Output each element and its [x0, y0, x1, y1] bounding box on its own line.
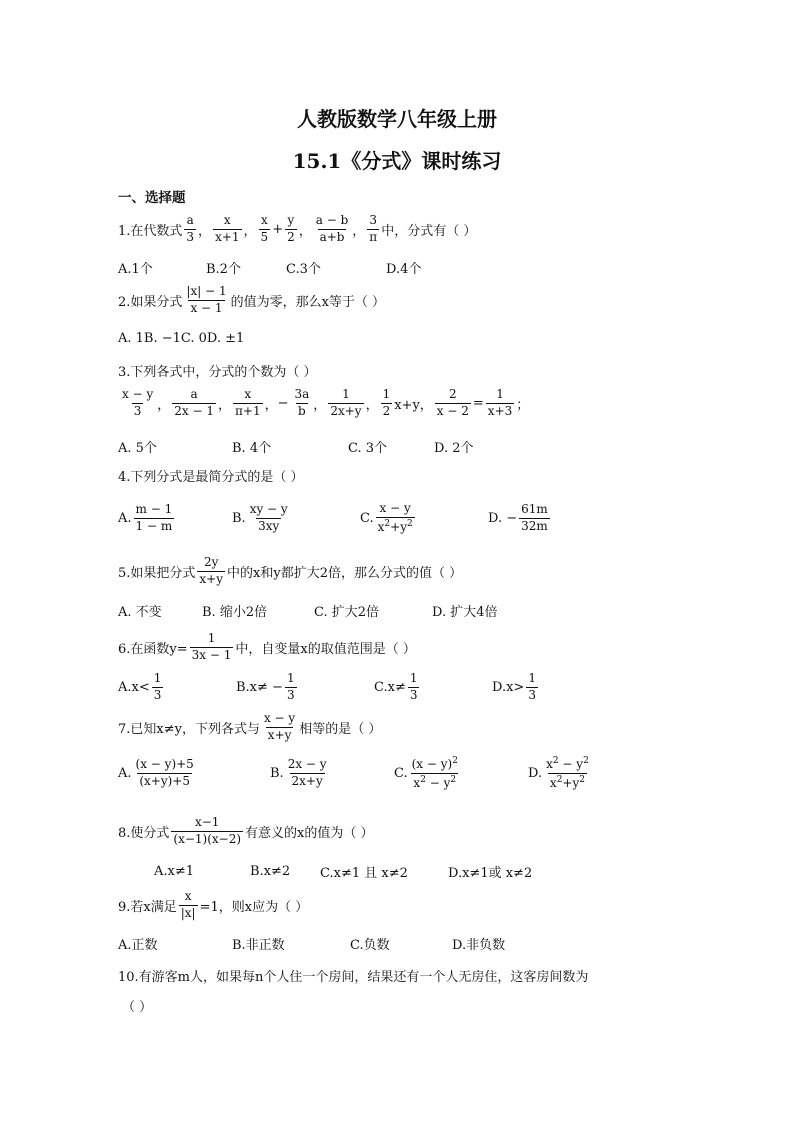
option-c: C. $\frac{(x - y)^2}{x^2 - y^2}$: [394, 756, 458, 790]
option-b: B. 缩小2倍: [202, 605, 268, 620]
option-a: A.1个: [118, 262, 153, 277]
fraction: $\frac{a}{2x - 1}$: [174, 387, 214, 418]
question-2: 2.如果分式 $\frac{|x| - 1}{x - 1}$ 的值为零，那么x等于（ ）: [118, 284, 386, 315]
fraction: $\frac{x - y}{3}$: [122, 387, 154, 418]
question-7-options: [118, 756, 593, 791]
question-6: 6.在函数y= $\frac{1}{3x - 1}$ 中，自变量x的取值范围是（ ）: [118, 631, 416, 662]
question-10: 10.有游客m人，如果每n个人住一个房间，结果还有一个人无房住，这客房间数为: [118, 970, 589, 985]
question-8-options: [154, 862, 532, 881]
fraction: $\frac{|x| - 1}{x - 1}$: [186, 284, 227, 315]
question-4-options: [118, 502, 552, 535]
fraction: $\frac{x}{\pi+1}$: [235, 387, 261, 418]
option-c: C. $\frac{x - y}{x^2+y^2}$: [360, 501, 413, 534]
question-3-expressions: $\frac{x - y}{3}$ ， $\frac{a}{2x - 1}$ ， $\frac{x}{\pi+1}$ ， − $\frac{3a}{b}$ ， $\frac{1}{2x+y}$ ， $\frac{1}{2}$ x+y， $\frac{2}{x - 2}$ = $\frac{1}{x+3}$ ；: [122, 387, 530, 418]
fraction: $\frac{1}{3x - 1}$: [191, 631, 232, 662]
fraction: $\frac{a}{3}$: [186, 213, 195, 244]
option-b: B. 4个: [232, 441, 272, 456]
question-5: 5.如果把分式 $\frac{2y}{x+y}$ 中的x和y都扩大2倍，那么分式的值（ ）: [118, 555, 463, 586]
option-d: D. $\frac{x^2 - y^2}{x^2+y^2}$: [528, 756, 589, 790]
option-d: D.4个: [386, 262, 422, 277]
question-2-options: A. 1B. −1C. 0D. ±1: [118, 331, 245, 346]
question-5-options: [118, 601, 498, 620]
option-a: A. 5个: [118, 441, 157, 456]
fraction: $\frac{y}{2}$: [287, 213, 295, 244]
option-b: B. $\frac{xy - y}{3xy}$: [232, 502, 288, 533]
question-4: 4.下列分式是最简分式的是（ ）: [118, 470, 304, 485]
fraction: $\frac{x}{x+1}$: [215, 213, 240, 244]
option-a: A.x< $\frac{1}{3}$: [118, 671, 162, 702]
question-7: 7.已知x≠y，下列各式与 $\frac{x - y}{x+y}$ 相等的是（ ）: [118, 711, 382, 742]
option-d: D.非负数: [452, 938, 506, 953]
option-c: C.3个: [286, 262, 321, 277]
fraction: $\frac{2y}{x+y}$: [199, 555, 224, 586]
option-c: C.x≠ $\frac{1}{3}$: [374, 671, 418, 702]
option-a: A. $\frac{m - 1}{1 - m}$: [118, 502, 173, 533]
fraction: $\frac{1}{x+3}$: [487, 387, 513, 418]
question-9: 9.若x满足 $\frac{x}{|x|}$ =1，则x应为（ ）: [118, 889, 309, 920]
option-b: B.x≠2: [250, 864, 291, 879]
option-d: D. − $\frac{61m}{32m}$: [488, 502, 548, 533]
fraction: $\frac{1}{2}$: [382, 387, 391, 418]
document-title: 人教版数学八年级上册: [297, 107, 497, 131]
option-c: C. 3个: [348, 441, 388, 456]
question-1-options: [118, 258, 421, 277]
fraction: $\frac{1}{2x+y}$: [330, 387, 362, 418]
option-b: B. $\frac{2x - y}{2x+y}$: [270, 757, 327, 788]
option-c: C.x≠1 且 x≠2: [320, 866, 408, 881]
option-d: D. 扩大4倍: [432, 605, 498, 620]
fraction: $\frac{3}{\pi}$: [369, 213, 378, 244]
question-6-options: [118, 672, 540, 703]
question-10-answer-blank: （ ）: [122, 1000, 153, 1015]
fraction: $\frac{3a}{b}$: [294, 387, 310, 418]
option-d: D.x> $\frac{1}{3}$: [492, 671, 536, 702]
fraction: $\frac{x - y}{x+y}$: [263, 711, 296, 742]
question-8: 8.使分式 $\frac{x-1}{(x-1)(x-2)}$ 有意义的x的值为（ ）: [118, 815, 374, 846]
question-1: 1.在代数式 $\frac{a}{3}$ ， $\frac{x}{x+1}$ ， $\frac{x}{5}$ + $\frac{y}{2}$ ， $\frac{a - b}{a+b}$ ， $\frac{3}{\pi}$ 中，分式有（ ）: [118, 213, 477, 244]
option-c: C. 扩大2倍: [314, 605, 380, 620]
question-9-options: [118, 934, 505, 953]
option-b: B.非正数: [232, 938, 285, 953]
document-subtitle: 15.1《分式》课时练习: [292, 149, 502, 173]
option-d: D.x≠1或 x≠2: [448, 866, 533, 881]
fraction: $\frac{x-1}{(x-1)(x-2)}$: [173, 815, 242, 846]
option-a: A.正数: [118, 938, 158, 953]
option-d: D. 2个: [434, 441, 474, 456]
option-b: B.2个: [206, 262, 241, 277]
option-c: C.负数: [350, 938, 390, 953]
fraction: $\frac{x}{|x|}$: [180, 889, 196, 920]
option-a: A. $\frac{(x - y)+5}{(x+y)+5}$: [118, 757, 194, 788]
option-b: B.x≠ − $\frac{1}{3}$: [236, 671, 295, 702]
question-3-options: [118, 437, 474, 456]
fraction: $\frac{2}{x - 2}$: [436, 387, 469, 418]
fraction: $\frac{a - b}{a+b}$: [315, 213, 349, 244]
option-a: A.x≠1: [154, 864, 195, 879]
option-a: A. 不变: [118, 605, 162, 620]
question-3: 3.下列各式中，分式的个数为（ ）: [118, 365, 317, 380]
section-heading: 一、选择题: [118, 190, 186, 206]
fraction: $\frac{x}{5}$: [260, 213, 269, 244]
